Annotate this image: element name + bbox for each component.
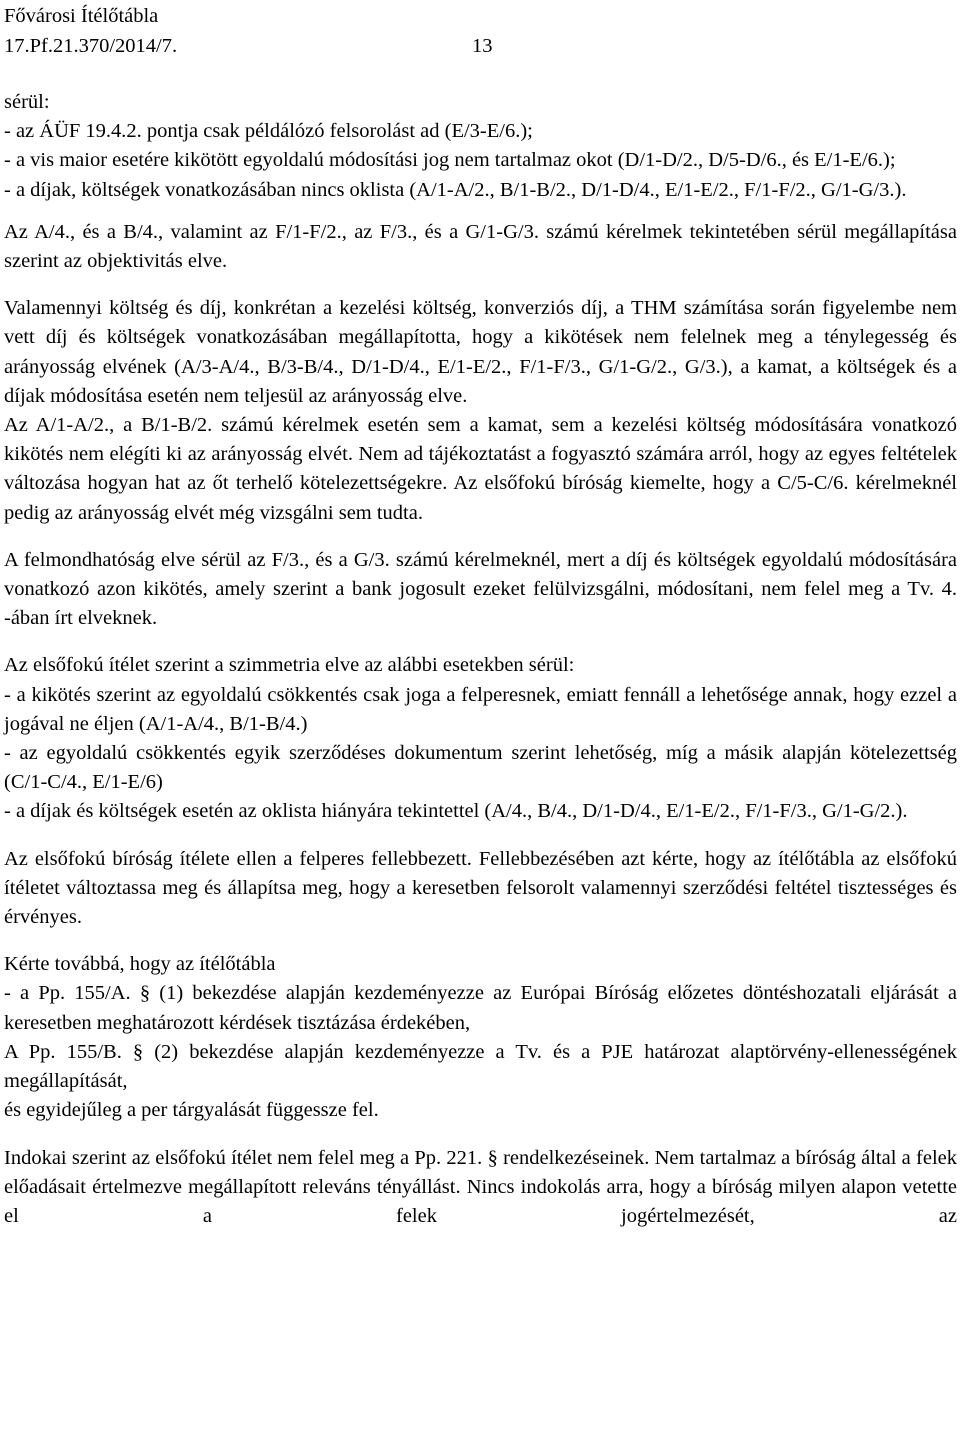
list-item: - a vis maior esetére kikötött egyoldalú módosítási jog nem tartalmaz okot (D/1-D/2., D/5-D/6., és E/1-E/6.); <box>4 149 896 172</box>
paragraph-gap <box>4 932 957 950</box>
document-body <box>4 88 957 1231</box>
paragraph: Indokai szerint az elsőfokú ítélet nem felel meg a Pp. 221. § rendelkezéseinek. Nem tartalmaz a bíróság által a felek előadásait értelmezve megállapított releváns tényállást. Nincs indokolás arra, hogy a bíróság milyen alapon vetette el a felek jogértelmezését, az <box>4 1146 957 1227</box>
list-item: és egyidejűleg a per tárgyalását függessze fel. <box>4 1099 379 1122</box>
paragraph: Az A/4., és a B/4., valamint az F/1-F/2., az F/3., és a G/1-G/3. számú kérelmek tekintetében sérül megállapítása szerint az objektivitás elve. <box>4 220 957 273</box>
page-number: 13 <box>472 35 493 57</box>
paragraph: A felmondhatóság elve sérül az F/3., és a G/3. számú kérelmeknél, mert a díj és költségek egyoldalú módosítására vonatkozó azon kikötés, amely szerint a bank jogosult ezeket felülvizsgálni, módosítani, nem felel meg a Tv. 4. -ában írt elveknek. <box>4 548 957 630</box>
case-number: 17.Pf.21.370/2014/7. <box>4 35 178 57</box>
court-name: Fővárosi Ítélőtábla <box>4 5 159 27</box>
paragraph-gap <box>4 528 957 546</box>
list-item: A Pp. 155/B. § (2) bekezdése alapján kezdeményezze a Tv. és a PJE határozat alaptörvény-ellenességének megállapítását, <box>4 1040 957 1093</box>
paragraph: Valamennyi költség és díj, konkrétan a kezelési költség, konverziós díj, a THM számítása során figyelembe nem vett díj és költségek vonatkozásában megállapította, hogy a kikötések nem felelnek meg a ténylegesség és arányosság elvének (A/3-A/4., B/3-B/4., D/1-D/4., E/1-E/2., F/1-F/3., G/1-G/2., G/3.), a kamat, a költségek és a díjak módosítása esetén nem teljesül az arányosság elve. <box>4 297 957 407</box>
paragraph-gap <box>4 205 957 218</box>
paragraph-gap <box>4 827 957 845</box>
list-item: - a díjak, költségek vonatkozásában nincs oklista (A/1-A/2., B/1-B/2., D/1-D/4., E/1-E/2., F/1-F/2., G/1-G/3.). <box>4 178 907 201</box>
paragraph: Az A/1-A/2., a B/1-B/2. számú kérelmek esetén sem a kamat, sem a kezelési költség módosítására vonatkozó kikötés nem elégíti ki az arányosság elvét. Nem ad tájékoztatást a fogyasztó számára arról, hogy az egyes feltételek változása hogyan hat az őt terhelő kötelezettségekre. Az elsőfokú bíróság kiemelte, hogy a C/5-C/6. kérelmeknél pedig az arányosság elvét még vizsgálni sem tudta. <box>4 414 957 524</box>
paragraph-gap <box>4 276 957 294</box>
paragraph-gap <box>4 1126 957 1144</box>
paragraph: Kérte továbbá, hogy az ítélőtábla <box>4 953 276 976</box>
paragraph-gap <box>4 633 957 651</box>
list-item: - a Pp. 155/A. § (1) bekezdése alapján kezdeményezze az Európai Bíróság előzetes döntéshozatali eljárását a keresetben meghatározott kérdések tisztázása érdekében, <box>4 982 957 1034</box>
list-item: - az egyoldalú csökkentés egyik szerződéses dokumentum szerint lehetőség, míg a másik alapján kötelezettség (C/1-C/4., E/1-E/6) <box>4 742 957 794</box>
paragraph: sérül: <box>4 91 50 113</box>
paragraph: Az elsőfokú ítélet szerint a szimmetria elve az alábbi esetekben sérül: <box>4 654 575 677</box>
list-item: - a kikötés szerint az egyoldalú csökkentés csak joga a felperesnek, emiatt fennáll a lehetősége annak, hogy ezzel a jogával ne éljen (A/1-A/4., B/1-B/4.) <box>4 683 957 735</box>
list-item: - az ÁÜF 19.4.2. pontja csak példálózó felsorolást ad (E/3-E/6.); <box>4 120 533 143</box>
list-item: - a díjak és költségek esetén az oklista hiányára tekintettel (A/4., B/4., D/1-D/4., E/1-E/2., F/1-F/3., G/1-G/2.). <box>4 800 908 823</box>
paragraph: Az elsőfokú bíróság ítélete ellen a felperes fellebbezett. Fellebbezésében azt kérte, hogy az ítélőtábla az elsőfokú ítéletet változtassa meg és állapítsa meg, hogy a keresetben felsorolt valamennyi szerződési feltétel tisztességes és érvényes. <box>4 847 957 929</box>
